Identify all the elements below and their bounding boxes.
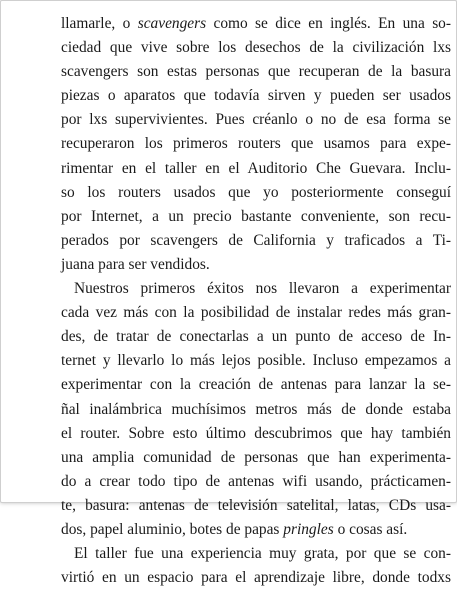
text-run: rimentar en el taller en el Auditorio Che Guevara. Inclu- xyxy=(61,159,451,177)
text-run: o cosas así. xyxy=(333,520,408,538)
text-line xyxy=(61,470,451,494)
text-run: cada vez más con la posibilidad de instalar redes más gran- xyxy=(61,304,451,322)
text-line xyxy=(61,229,451,253)
emphasized-term: scavengers xyxy=(137,15,207,32)
emphasized-term: pringles xyxy=(283,520,334,538)
text-line xyxy=(61,518,451,542)
text-line xyxy=(61,84,451,108)
text-line xyxy=(61,542,451,566)
text-line xyxy=(61,132,451,156)
text-run: perados por scavengers de California y traficados a Ti- xyxy=(61,231,451,249)
text-run: juana para ser vendidos. xyxy=(61,255,210,273)
text-line xyxy=(61,422,451,446)
text-line xyxy=(61,36,451,60)
text-run: una amplia comunidad de personas que han experimenta- xyxy=(61,448,451,466)
text-run: ciedad que vive sobre los desechos de la civilización lxs xyxy=(61,39,451,57)
text-run: scavengers son estas personas que recuperan de la basura xyxy=(61,63,451,81)
text-line xyxy=(61,277,451,301)
text-line xyxy=(61,398,451,422)
text-run: ñal inalámbrica muchísimos metros más de donde estaba xyxy=(61,400,451,418)
text-run: como se dice en inglés. En una so- xyxy=(206,15,452,32)
text-line xyxy=(61,108,451,132)
text-run: por lxs supervivientes. Pues créanlo o no de esa forma se xyxy=(61,111,451,129)
text-run: te, basura: antenas de televisión satelital, latas, CDs usa- xyxy=(61,496,451,514)
text-line xyxy=(61,253,451,277)
text-line xyxy=(61,181,451,205)
text-run: dos, papel aluminio, botes de papas xyxy=(61,520,284,538)
text-line xyxy=(61,301,451,325)
text-run: el router. Sobre esto último descubrimos que hay también xyxy=(61,424,451,442)
text-line xyxy=(61,205,451,229)
text-run: por Internet, a un precio bastante conveniente, son recu- xyxy=(61,207,451,225)
text-run: recuperaron los primeros routers que usamos para expe- xyxy=(61,135,451,153)
body-text xyxy=(61,12,451,590)
text-run: Nuestros primeros éxitos nos llevaron a experimentar xyxy=(74,280,451,298)
text-run: piezas o aparatos que todavía sirven y pueden ser usados xyxy=(61,87,451,105)
text-run: ternet y llevarlo lo más lejos posible. Incluso empezamos a xyxy=(61,352,451,370)
text-run: do a crear todo tipo de antenas wifi usando, prácticamen- xyxy=(61,472,451,490)
text-run: virtió en un espacio para el aprendizaje libre, donde todxs xyxy=(61,569,451,587)
text-run: llamarle, o xyxy=(61,15,138,32)
text-line xyxy=(61,157,451,181)
text-run: so los routers usados que yo posteriormente conseguí xyxy=(61,183,451,201)
text-line xyxy=(61,566,451,590)
text-run: El taller fue una experiencia muy grata, por que se con- xyxy=(74,545,451,563)
text-line xyxy=(61,349,451,373)
text-line xyxy=(61,494,451,518)
text-run: experimentar con la creación de antenas para lanzar la se- xyxy=(61,376,451,394)
text-line xyxy=(61,12,451,36)
text-run: des, de tratar de conectarlas a un punto de acceso de In- xyxy=(61,328,451,346)
text-line xyxy=(61,373,451,397)
text-line xyxy=(61,446,451,470)
text-line xyxy=(61,325,451,349)
text-line xyxy=(61,60,451,84)
